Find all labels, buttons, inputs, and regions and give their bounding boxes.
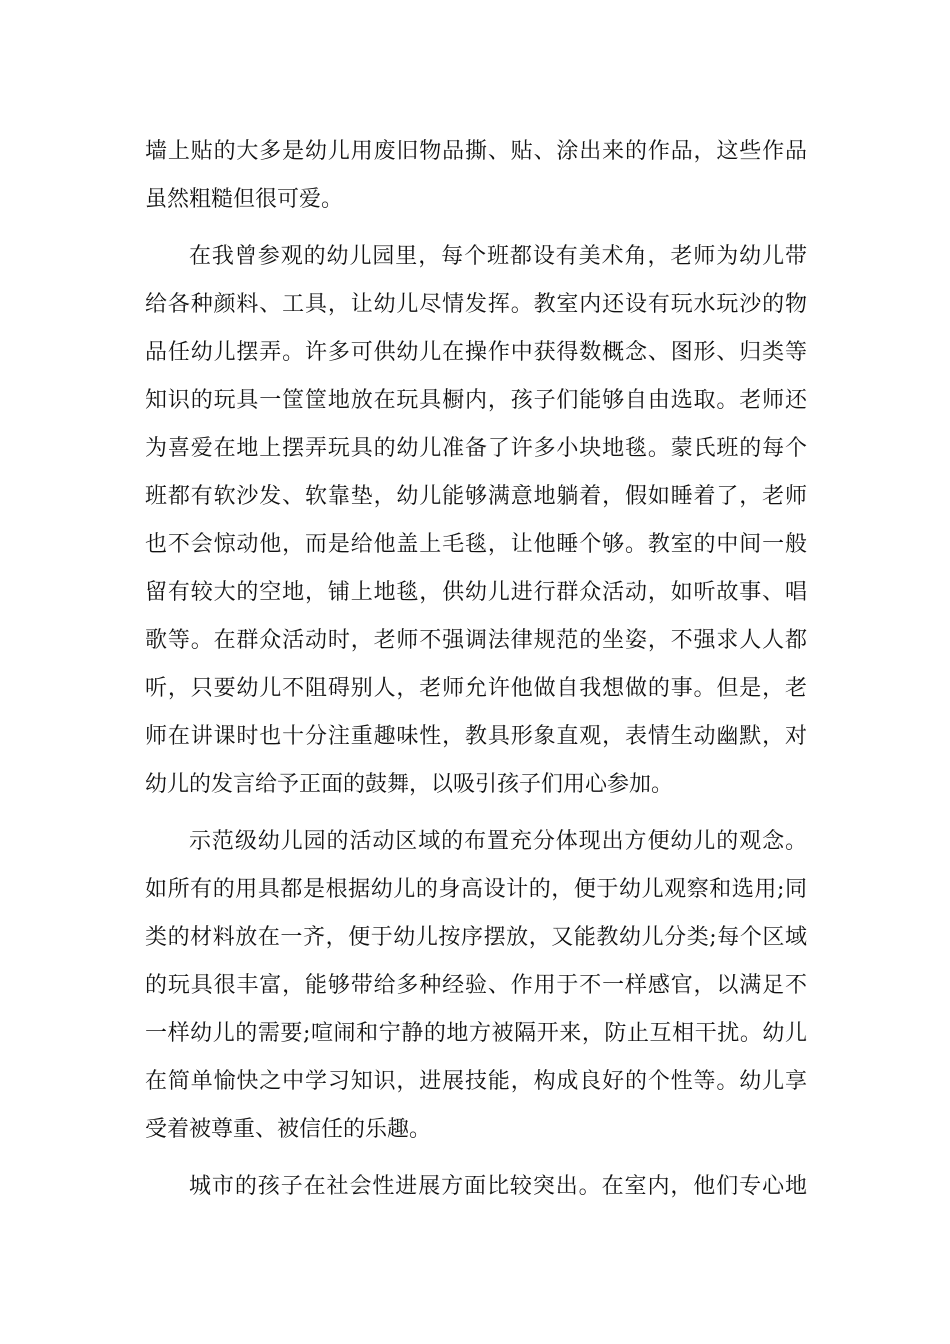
paragraph xyxy=(145,128,807,224)
text-line: 类的材料放在一齐，便于幼儿按序摆放，又能教幼儿分类;每个区域 xyxy=(145,925,807,950)
text-line: 班都有软沙发、软靠垫，幼儿能够满意地躺着，假如睡着了，老师 xyxy=(145,484,807,509)
body-text xyxy=(145,128,807,1211)
paragraph xyxy=(145,233,807,809)
text-line: 也不会惊动他，而是给他盖上毛毯，让他睡个够。教室的中间一般 xyxy=(145,532,807,557)
text-line: 受着被尊重、被信任的乐趣。 xyxy=(145,1117,432,1142)
text-line: 给各种颜料、工具，让幼儿尽情发挥。教室内还设有玩水玩沙的物 xyxy=(145,292,807,317)
text-line: 歌等。在群众活动时，老师不强调法律规范的坐姿，不强求人人都 xyxy=(145,628,807,653)
text-line: 知识的玩具一筐筐地放在玩具橱内，孩子们能够自由选取。老师还 xyxy=(145,388,807,413)
text-line: 虽然粗糙但很可爱。 xyxy=(145,187,344,212)
text-line: 师在讲课时也十分注重趣味性，教具形象直观，表情生动幽默，对 xyxy=(145,724,807,749)
text-line: 听，只要幼儿不阻碍别人，老师允许他做自我想做的事。但是，老 xyxy=(145,676,807,701)
text-line: 留有较大的空地，铺上地毯，供幼儿进行群众活动，如听故事、唱 xyxy=(145,580,807,605)
text-line: 幼儿的发言给予正面的鼓舞，以吸引孩子们用心参加。 xyxy=(145,772,674,797)
paragraph xyxy=(145,1163,807,1211)
paragraph xyxy=(145,818,807,1154)
text-line: 为喜爱在地上摆弄玩具的幼儿准备了许多小块地毯。蒙氏班的每个 xyxy=(145,436,807,461)
text-line: 在简单愉快之中学习知识，进展技能，构成良好的个性等。幼儿享 xyxy=(145,1069,807,1094)
text-line: 品任幼儿摆弄。许多可供幼儿在操作中获得数概念、图形、归类等 xyxy=(145,340,807,365)
text-line: 的玩具很丰富，能够带给多种经验、作用于不一样感官，以满足不 xyxy=(145,973,807,998)
text-line: 示范级幼儿园的活动区域的布置充分体现出方便幼儿的观念。 xyxy=(189,829,807,854)
text-line: 一样幼儿的需要;喧闹和宁静的地方被隔开来，防止互相干扰。幼儿 xyxy=(145,1021,807,1046)
text-line: 如所有的用具都是根据幼儿的身高设计的，便于幼儿观察和选用;同 xyxy=(145,877,807,902)
text-line: 城市的孩子在社会性进展方面比较突出。在室内，他们专心地 xyxy=(189,1174,807,1199)
text-line: 在我曾参观的幼儿园里，每个班都设有美术角，老师为幼儿带 xyxy=(189,244,807,269)
text-line: 墙上贴的大多是幼儿用废旧物品撕、贴、涂出来的作品，这些作品 xyxy=(145,139,807,164)
